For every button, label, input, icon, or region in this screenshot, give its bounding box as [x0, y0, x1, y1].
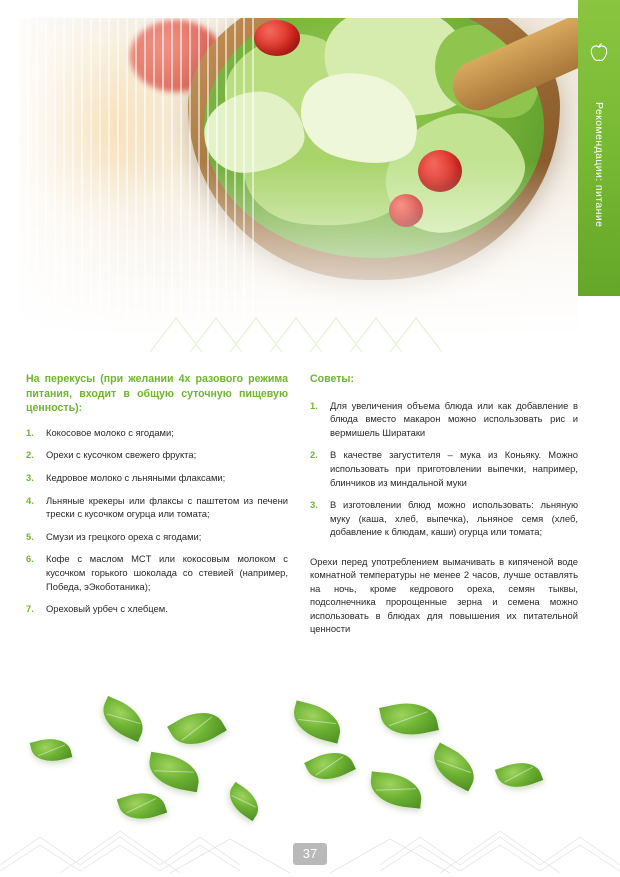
spinach-leaf — [495, 756, 543, 795]
spinach-leaf — [289, 700, 345, 743]
list-item-text: Ореховый урбеч с хлебцем. — [46, 603, 168, 615]
apple-icon — [589, 42, 609, 64]
list-item — [310, 498, 578, 539]
list-item-text: Орехи с кусочком свежего фрукта; — [46, 449, 197, 461]
list-item-number: 1. — [310, 399, 318, 411]
list-item-text: В качестве загустителя – мука из Коньяку. Можно использовать при приготовлении выпечки, например, блинчиков из миндальной муки — [330, 449, 578, 488]
right-column-heading: Советы: — [310, 373, 355, 385]
spinach-leaf — [30, 734, 73, 766]
right-column — [310, 372, 578, 635]
list-item-number: 3. — [26, 471, 34, 483]
list-item-number: 2. — [310, 449, 318, 461]
list-item — [26, 494, 288, 521]
list-item-number: 5. — [26, 530, 34, 542]
list-item-text: Льняные крекеры или флаксы с паштетом из печени трески с кусочком огурца или томата; — [46, 494, 288, 520]
tips-list — [310, 399, 578, 539]
list-item — [26, 602, 288, 616]
list-item-number: 4. — [26, 494, 34, 506]
list-item-number: 2. — [26, 449, 34, 461]
nuts-soaking-note: Орехи перед употреблением вымачивать в кипяченой воде комнатной температуры не менее 2 часов, лучше оставлять на ночь, кроме кедрового ореха, семян тыквы, подсолнечника пророщенные зерна и семена можно использовать в блюдах для повышения их питательной ценности — [310, 555, 578, 634]
side-tab-recommendations — [578, 0, 620, 296]
content-columns — [26, 372, 592, 635]
spinach-leaf — [167, 702, 227, 756]
spinach-leaf — [146, 752, 203, 793]
snacks-list — [26, 426, 288, 616]
list-item-text: Кокосовое молоко с ягодами; — [46, 426, 174, 438]
list-item-number: 7. — [26, 603, 34, 615]
list-item — [26, 552, 288, 593]
spinach-leaf — [426, 742, 482, 791]
list-item-number: 6. — [26, 553, 34, 565]
list-item — [26, 471, 288, 485]
spinach-leaf — [304, 744, 356, 788]
spinach-leaf — [96, 696, 150, 742]
list-item — [310, 399, 578, 440]
list-item-number: 3. — [310, 499, 318, 511]
list-item-text: В изготовлении блюд можно использовать: льняную муку (каша, хлеб, выпечка), льняное семя (хлеб, добавление к блюдам, каши) огурца или томата; — [330, 499, 578, 538]
decorative-stripes — [18, 18, 258, 338]
hero-salad-photo — [18, 18, 578, 338]
list-item-text: Кедровое молоко с льняными флаксами; — [46, 471, 226, 483]
spinach-leaf — [368, 771, 423, 808]
page-number: 37 — [293, 843, 327, 865]
spinach-leaf — [379, 697, 439, 741]
list-item-number: 1. — [26, 426, 34, 438]
list-item-text: Для увеличения объема блюда или как добавление в блюда вместо макарон можно использовать рис и вермишель Ширатаки — [330, 399, 578, 438]
chevron-watermark — [150, 300, 470, 370]
list-item — [310, 448, 578, 489]
list-item — [26, 530, 288, 544]
list-item — [26, 448, 288, 462]
list-item — [26, 426, 288, 440]
list-item-text: Кофе с маслом MCT или кокосовым молоком с кусочком горького шоколада со стевией (например, Победа, эЭкоботаника); — [46, 553, 288, 592]
left-column — [26, 372, 288, 635]
page-footer — [0, 817, 620, 877]
spinach-leaf — [223, 782, 266, 821]
list-item-text: Смузи из грецкого ореха с ягодами; — [46, 530, 202, 542]
side-tab-label: Рекомендации: питание — [593, 102, 605, 228]
left-column-heading: На перекусы (при желании 4х разового режима питания, входит в общую суточную пищевую ценность): — [26, 373, 288, 415]
spinach-leaves-decoration — [0, 690, 620, 830]
